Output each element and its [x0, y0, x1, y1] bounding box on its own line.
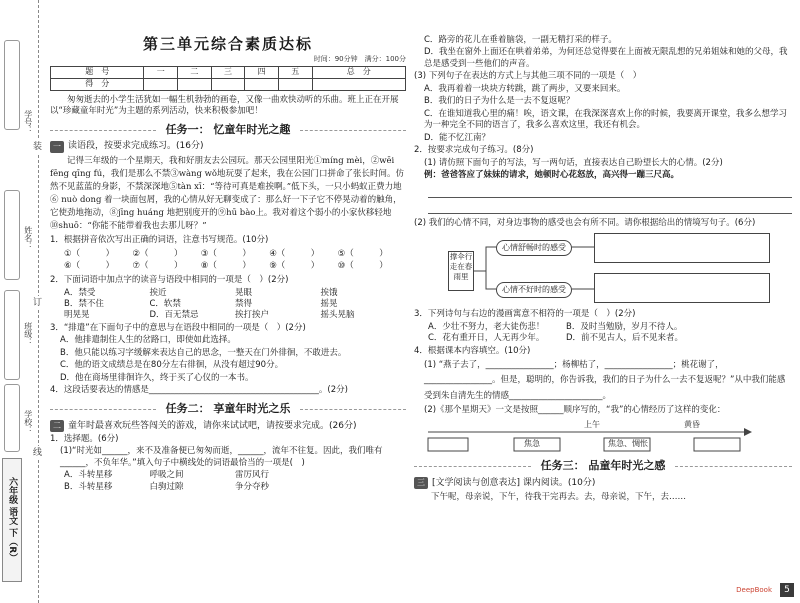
r-q3-b: B．我们的日子为什么是一去不复返呢？	[424, 96, 575, 107]
blank-item[interactable]: ①（ ）	[64, 249, 115, 260]
student-id-box[interactable]	[4, 40, 20, 130]
r-q2-prompt: 2．按要求完成句子练习。(8分)	[414, 145, 534, 156]
r-q4-prompt: 4．根据课本内容填空。(10分)	[414, 345, 531, 356]
name-label: 姓名：	[23, 226, 33, 250]
option-text: 挨近	[149, 287, 167, 298]
r-q3-d: D．能不忆江南？	[424, 132, 491, 143]
class-box[interactable]	[4, 290, 20, 380]
bind-mark-2: 订	[33, 296, 42, 310]
bad-mood-answer-box[interactable]	[594, 273, 770, 303]
mood-diagram	[414, 233, 792, 305]
score-cell[interactable]	[211, 78, 245, 90]
blank-item[interactable]: ⑨（ ）	[269, 260, 320, 271]
good-mood-oval: 心情舒畅时的感受	[496, 240, 572, 256]
school-label: 学校：	[23, 410, 33, 434]
student-id-label: 学号：	[23, 110, 33, 134]
score-cell[interactable]	[178, 78, 212, 90]
class-label: 班级：	[23, 322, 33, 346]
blank-item[interactable]: ⑥（ ）	[64, 260, 115, 271]
timeline-mood-1: 焦急	[524, 439, 540, 449]
q3-option-d: D．他在商场里徘徊许久，终于买了心仪的一本书。	[60, 372, 254, 383]
r-q3b-options	[414, 322, 704, 345]
bind-mark-3: 线	[33, 446, 42, 460]
option-text: 禁得	[235, 298, 253, 309]
t2-q1-prompt: 1．选择题。(6分)	[50, 433, 119, 444]
r-option-d: D．我坐在窗外上面还在哄着弟弟，为何还总觉得要在上面被无限乱想的兄弟姐妹和她的父母，我总是感受到一些他们的声音。	[424, 47, 788, 69]
r-q3b-prompt: 3．下列诗句与右边的漫画寓意不相符的一项是（ ）(2分)	[414, 309, 636, 320]
blank-item[interactable]: ②（ ）	[132, 249, 183, 260]
section-1-title: 一 读语段，按要求完成练习。(16分)	[50, 140, 406, 152]
option-text: 晃眼	[235, 287, 253, 298]
score-head: 总 分	[312, 66, 405, 78]
option-text: D．百无禁忌	[149, 310, 199, 321]
r-q2-1-example: 例：爸爸答应了妹妹的请求，她顿时心花怒放，高兴得一蹦三尺高。	[424, 170, 680, 181]
scene-box: 撑伞行走在春雨里	[448, 251, 474, 291]
grade-brand: 六年级 语文 下（R）	[2, 458, 22, 582]
score-head: 四	[245, 66, 279, 78]
q3-prompt: 3．“排遣”在下面句子中的意思与在语段中相同的一项是（ ）(2分)	[50, 322, 306, 333]
score-head: 二	[178, 66, 212, 78]
score-head: 题 号	[51, 66, 144, 78]
q2-prompt: 2．下面词语中加点字的读音与语段中相同的一项是（ ）(2分)	[50, 275, 289, 286]
blank-item[interactable]: ⑤（ ）	[337, 249, 388, 260]
score-cell[interactable]	[144, 78, 178, 90]
q2-options	[50, 288, 406, 322]
score-cell[interactable]	[278, 78, 312, 90]
score-cell[interactable]	[245, 78, 279, 90]
option-text: 挨打挨户	[235, 310, 270, 321]
option-text: D．前不见古人，后不见来者。	[566, 333, 684, 344]
q1-blanks	[50, 249, 406, 272]
school-box[interactable]	[4, 384, 20, 452]
blank-item[interactable]: ⑩（ ）	[337, 260, 388, 271]
r-q3-c: C．在谁知道我心里的痛！唉，语文课，在我深深喜欢上你的时候，我要离开课堂，我多么想学习为一种完全不同的语言了，我多么喜欢这里，我还有机会。	[424, 108, 787, 131]
task2-heading: 任务二： 享童年时光之乐	[50, 402, 406, 417]
blank-item[interactable]: ⑦（ ）	[132, 260, 183, 271]
left-column	[50, 0, 406, 493]
option-text: A．禁受	[64, 287, 96, 298]
score-cell[interactable]	[312, 78, 405, 90]
score-head: 三	[211, 66, 245, 78]
q1-prompt: 1．根据拼音依次写出正确的词语，注意书写规范。(10分)	[50, 234, 269, 245]
option-text: A．斗转星移	[64, 470, 113, 481]
intro-text: 匆匆逝去的小学生活犹如一幅生机勃勃的画卷，又像一曲欢快动听的乐曲。班上正在开展以“珍藏童年时光”为主题的系列活动，快来积极参加吧！	[50, 94, 399, 117]
r-q4-2: (2)《那个星期天》一文是按照______顺序写的，“我”的心情经历了这样的变化：	[424, 404, 726, 415]
task3-heading: 任务三： 品童年时光之感	[414, 459, 792, 474]
option-text: 雷厉风行	[235, 470, 270, 481]
option-text: B．禁不住	[64, 298, 104, 309]
task3-passage: 下午呢，母亲说，下午，待我干完再去。去，母亲说，下午，去……	[431, 492, 687, 503]
option-text: 明晃晃	[64, 310, 90, 321]
r-q2-2: (2) 我们的心情不同，对身边事物的感受也会有所不同。请你根据给出的情境写句子。(6分)	[414, 217, 756, 228]
q3-option-a: A．他排遣制住人生的岔路口，即使如此选择。	[60, 335, 236, 346]
watermark: DeepBook	[736, 585, 772, 594]
section-3-title: 三 [文学阅读与创意表达] 课内阅读。(10分)	[414, 477, 792, 489]
exam-meta: 时间：90分钟 满分：100分	[313, 55, 406, 64]
bind-mark-1: 装	[33, 140, 42, 154]
option-text: 摇头晃脑	[320, 310, 355, 321]
q4-prompt: 4．这段话要表达的情感是________________________________________。(2分)	[50, 385, 348, 396]
q3-option-b: B．他只能以练习字缓解来表达自己的思念，一整天在门外徘徊，不敢进去。	[60, 347, 347, 358]
blank-item[interactable]: ③（ ）	[200, 249, 251, 260]
t2-q1-1-options	[50, 470, 406, 493]
score-head: 一	[144, 66, 178, 78]
section-2-title: 二 童年时最喜欢玩些答闯关的游戏，请你来试试吧，请按要求完成。(26分)	[50, 420, 406, 432]
r-option-c: C．路旁的花儿在垂着脑袋，一副无精打采的样子。	[424, 35, 617, 45]
timeline-label-am: 上午	[584, 420, 600, 430]
option-text: 摇晃	[320, 298, 338, 309]
bad-mood-oval: 心情不好时的感受	[496, 282, 572, 298]
r-q2-1: (1) 请仿照下面句子的写法，写一两句话，直接表达自己盼望长大的心情。(2分)	[424, 157, 723, 168]
answer-line[interactable]	[428, 203, 792, 214]
timeline-mood-2: 焦急、惆怅	[608, 439, 648, 449]
option-text: C．花有重开日，人无再少年。	[428, 333, 545, 344]
answer-line[interactable]	[428, 187, 792, 198]
r-q4-1: (1) “燕子去了，________________；杨柳枯了，________________；桃花谢了，________________。但是，聪明的，你告诉我，我们的日子为什么一去不复返呢？”从中我们能感受到朱自清先生的情感______________________。	[424, 359, 786, 401]
score-table	[50, 66, 406, 91]
exam-title: 第三单元综合素质达标	[142, 35, 313, 53]
blank-item[interactable]: ④（ ）	[269, 249, 320, 260]
option-text: B．及时当勉励，岁月不待人。	[566, 321, 683, 332]
timeline-label-dusk: 黄昏	[684, 420, 700, 430]
page-number: 5	[780, 583, 794, 597]
timeline-arrow	[414, 420, 792, 454]
good-mood-answer-box[interactable]	[594, 233, 770, 263]
mood-timeline	[414, 420, 792, 454]
option-text: 争分夺秒	[235, 481, 270, 492]
option-text: B．斗转星移	[64, 481, 113, 492]
blank-item[interactable]: ⑧（ ）	[200, 260, 251, 271]
r-q3-prompt: (3) 下列句子在表达的方式上与其他三项不同的一项是（ ）	[414, 71, 642, 82]
option-text: 呼吸之间	[149, 470, 184, 481]
r-q3-a: A．我再着着一块块方转跳，跳了两步，又要来回来。	[424, 83, 626, 94]
right-column	[414, 34, 792, 504]
option-text: A．少壮不努力，老大徒伤悲！	[428, 321, 545, 332]
option-text: C．软禁	[149, 298, 181, 309]
score-label: 得 分	[51, 78, 144, 90]
name-box[interactable]	[4, 190, 20, 280]
option-text: 白驹过隙	[149, 481, 184, 492]
reading-passage: 记得三年级的一个星期天，我和好朋友去公园玩。那天公园里阳光①míng mèi，②wēi fēng qīng fú，我们是那么不禁③wàng wǒ地玩耍了起来，我在公园门口拼命了张长时间。仿然不见蓝蓝的身影，不禁深深地⑤tàn xī：“等待可真是难挨啊。”低下头，一只小蚂蚁正费力地⑥ nuò dong 着一块面包屑，我的心情从好无聊变成了：那么好一下子它不停晃动着的触角，它使劲地拖动，⑧jīng huáng 地把别度开的⑨hū bào上。我对着这个弱小的小家伙移轻地⑩shuō：“你能不能带着我也去那儿呀？”	[50, 155, 405, 232]
score-head: 五	[278, 66, 312, 78]
binding-strip	[0, 0, 46, 603]
task1-heading: 任务一： 忆童年时光之趣	[50, 123, 406, 138]
option-text: 挨饿	[320, 287, 338, 298]
t2-q1-1: (1)“时光如______，来不及准备便已匆匆而逝，______，流年不往复。因此，我们唯有______，不负年华。”填入句子中横线处的词语最恰当的一项是( )	[60, 446, 383, 468]
q3-option-c: C．他的语文成绩总是在80分左右徘徊，从没有超过90分。	[60, 360, 284, 371]
